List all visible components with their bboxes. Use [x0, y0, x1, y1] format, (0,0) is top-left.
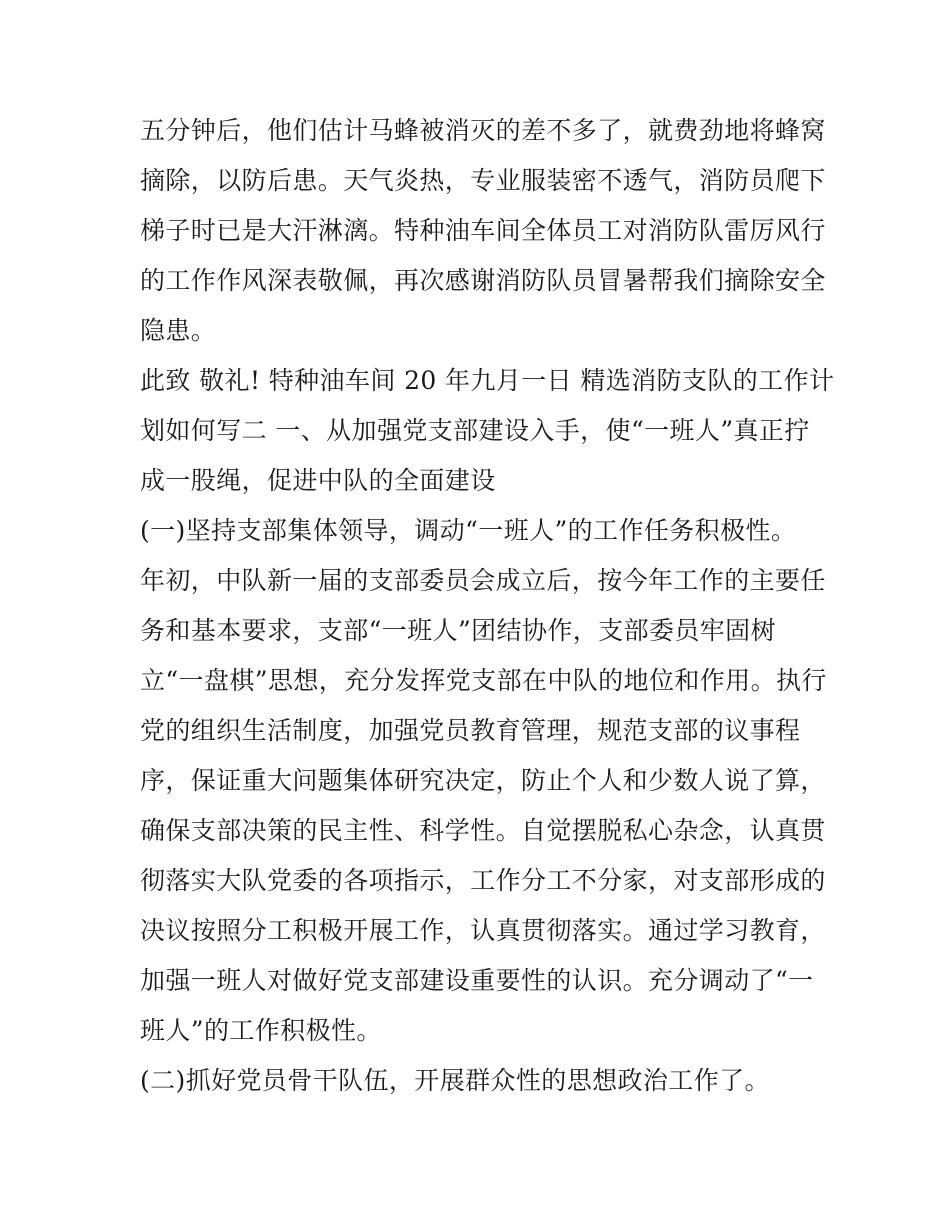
text-line: 隐患。 [140, 316, 217, 345]
text-line: 党的组织生活制度，加强党员教育管理，规范支部的议事程 [140, 716, 801, 745]
text-line: 划如何写二 一、从加强党支部建设入手，使“一班人”真正拧 [140, 416, 810, 445]
text-line: 务和基本要求，支部“一班人”团结协作，支部委员牢固树 [140, 616, 776, 645]
text-line: 梯子时已是大汗淋漓。特种油车间全体员工对消防队雷厉风行 [140, 216, 826, 245]
document-body [140, 110, 835, 1110]
text-line: 的工作作风深表敬佩，再次感谢消防队员冒暑帮我们摘除安全 [140, 266, 826, 295]
text-line: (一)坚持支部集体领导，调动“一班人”的工作任务积极性。 [140, 516, 797, 545]
text-line: 班人”的工作积极性。 [140, 1016, 382, 1045]
text-line: 序，保证重大问题集体研究决定，防止个人和少数人说了算， [140, 766, 826, 795]
text-line: 确保支部决策的民主性、科学性。自觉摆脱私心杂念，认真贯 [140, 816, 826, 845]
text-line: 五分钟后，他们估计马蜂被消灭的差不多了，就费劲地将蜂窝 [140, 116, 826, 145]
text-line: 此致 敬礼! 特种油车间 20 年九月一日 精选消防支队的工作计 [140, 366, 835, 395]
text-line: 成一股绳，促进中队的全面建设 [140, 466, 496, 495]
text-line: (二)抓好党员骨干队伍，开展群众性的思想政治工作了。 [140, 1066, 770, 1095]
text-line: 决议按照分工积极开展工作，认真贯彻落实。通过学习教育， [140, 916, 826, 945]
text-line: 立“一盘棋”思想，充分发挥党支部在中队的地位和作用。执行 [140, 666, 827, 695]
text-line: 彻落实大队党委的各项指示，工作分工不分家，对支部形成的 [140, 866, 826, 895]
text-line: 年初，中队新一届的支部委员会成立后，按今年工作的主要任 [140, 566, 826, 595]
text-line: 摘除，以防后患。天气炎热，专业服装密不透气，消防员爬下 [140, 166, 826, 195]
text-line: 加强一班人对做好党支部建设重要性的认识。充分调动了“一 [140, 966, 814, 995]
